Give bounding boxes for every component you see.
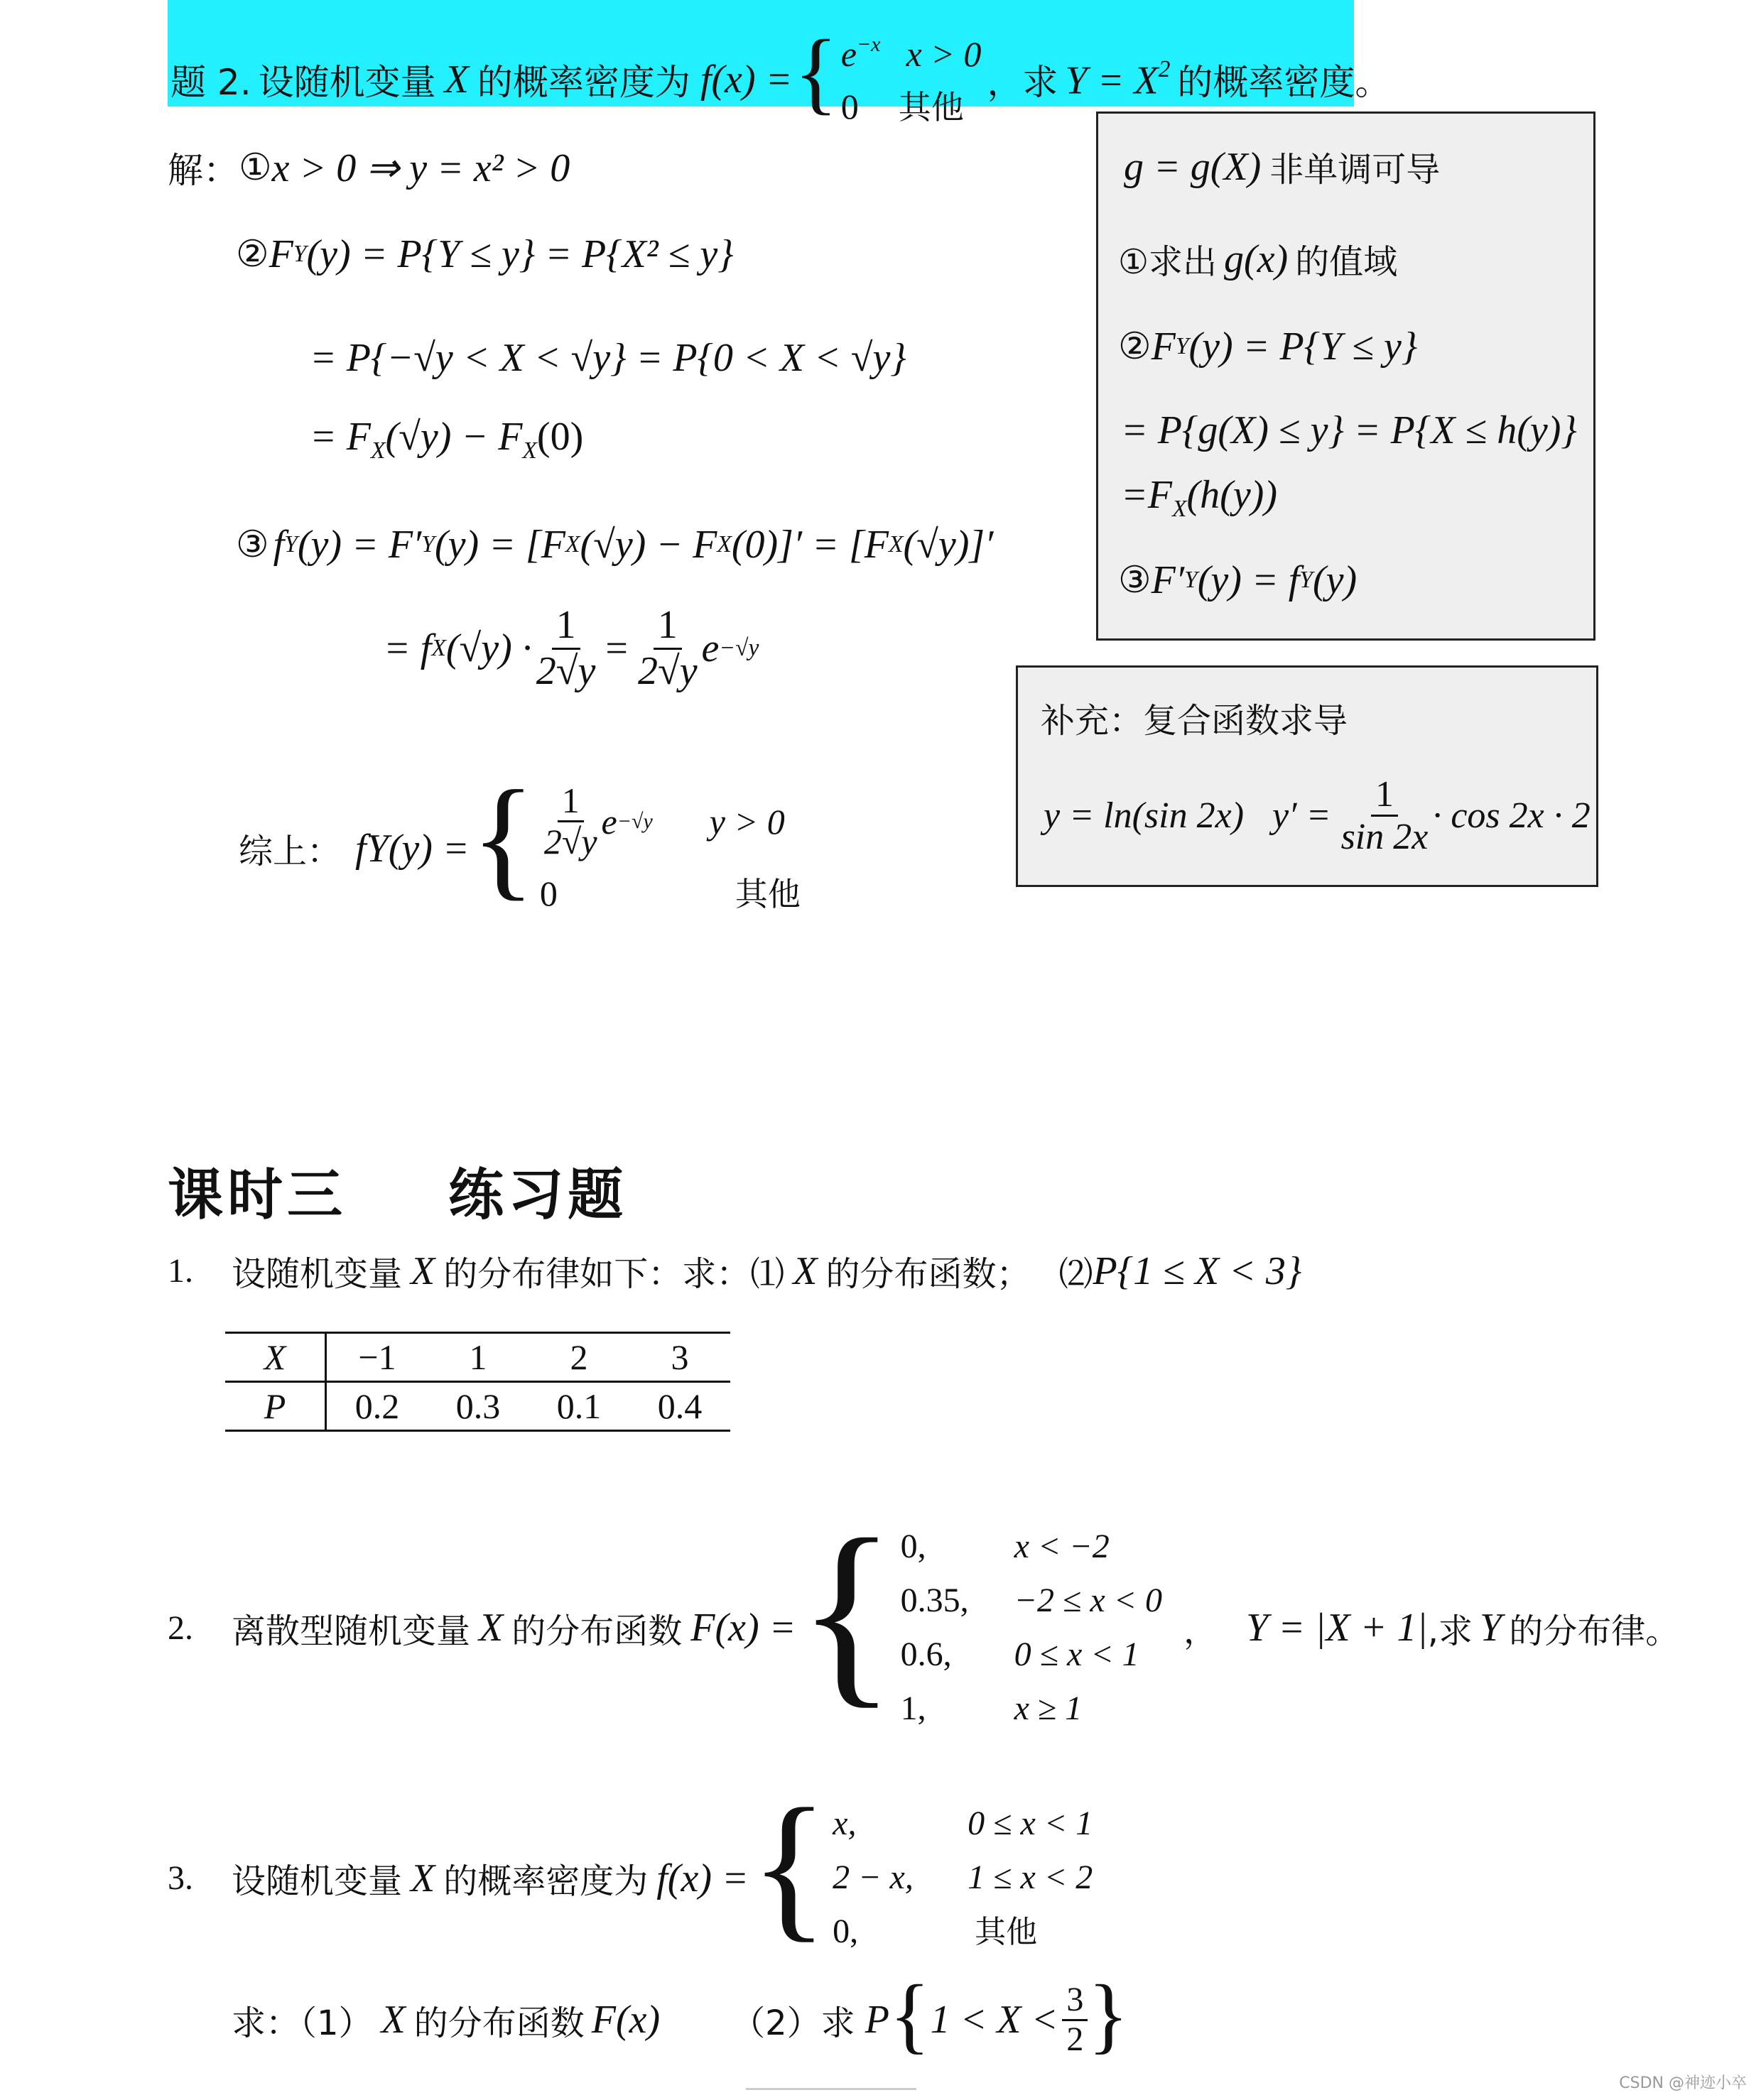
general-item-3: ③ F′ Y (y) = f Y (y) — [1118, 558, 1358, 602]
general-method-box — [1096, 111, 1595, 641]
step-3-marker: ③ — [236, 523, 269, 566]
step-2-line-2: = P{−√y < X < √y} = P{0 < X < √y} — [310, 336, 906, 380]
supplement-title: 补充：复合函数求导 — [1041, 701, 1348, 741]
general-item-2-line-3: $=F_X(h(y))$ — [1121, 473, 1277, 522]
solution-step-1 — [168, 142, 570, 193]
q2-case: 0.6, 0 ≤ x < 1 — [900, 1636, 1139, 1673]
q2-cases — [901, 1520, 1162, 1736]
section-title: 课时三 练习题 — [168, 1163, 628, 1227]
problem-text-d: 的概率密度。 — [1177, 62, 1391, 103]
q3-case: 2 − x, 1 ≤ x < 2 — [833, 1859, 1093, 1896]
q3-case: x, 0 ≤ x < 1 — [833, 1805, 1093, 1842]
table-cell: 3 — [629, 1333, 730, 1382]
question-2: 2. 离散型随机变量 X 的分布函数 F(x) = { 0, x < −2 0.35, −2 ≤ x < 0 0.6, 0 ≤ x < 1 1, x ≥ 1 ， Y = |X + 1| ,求 Y 的分布律。 — [168, 1520, 1679, 1736]
footer-divider — [746, 2088, 916, 2090]
summary-cases — [540, 781, 801, 915]
problem-text-a: 设随机变量 — [258, 62, 436, 103]
step-3-line-2: = f X (√y) · $\frac{1}{2√y}$ = $\frac{1}{2√y}$ e −√y — [384, 603, 759, 693]
problem-y-def: $Y = X^2$ — [1065, 55, 1171, 103]
step-2-marker: ② — [236, 233, 269, 276]
q3-case: 0, 其他 — [833, 1913, 1038, 1950]
table-cell: X — [225, 1333, 326, 1382]
problem-text-b: 的概率密度为 — [477, 62, 690, 103]
question-3: 3. 设随机变量 X 的概率密度为 f(x) = { x, 0 ≤ x < 1 2 − x, 1 ≤ x < 2 0, 其他 — [168, 1797, 1093, 1959]
problem-case-2: 0 其他 — [840, 87, 964, 126]
problem-label: 题 2. — [170, 62, 251, 103]
table-cell: 0.3 — [428, 1382, 529, 1431]
problem-var-x: X — [444, 58, 469, 102]
table-cell: P — [225, 1382, 326, 1431]
q3-number: 3. — [168, 1859, 193, 1897]
supplement-fraction: $\frac{1}{\sin 2x}$ — [1340, 774, 1429, 858]
step-1-marker: ① — [239, 146, 272, 189]
solution-step-3: ③ f Y (y) = F′ Y (y) = [F X (√y) − F X (0)]′ = [F X (√y)]′ — [236, 523, 994, 567]
supplement-formula: y = ln(sin 2x) y′ = $\frac{1}{\sin 2x}$ · cos 2x · 2 — [1044, 774, 1591, 858]
solution-summary: 综上： f Y (y) = { $\frac{1}{2√y}$ e −√y y > 0 0 其他 — [239, 781, 801, 915]
problem-cases — [841, 18, 982, 134]
step-3-fraction-2: $\frac{1}{2√y}$ — [637, 603, 698, 693]
general-title: g = g(X) 非单调可导 — [1124, 144, 1441, 190]
section-subtitle: 练习题 — [448, 1163, 628, 1227]
q2-brace: { — [797, 1497, 896, 1725]
table-row — [225, 1382, 730, 1431]
q2-case: 0, x < −2 — [900, 1528, 1110, 1565]
table-cell: 0.4 — [629, 1382, 730, 1431]
problem-fx: f(x) = — [700, 58, 793, 102]
q2-case: 0.35, −2 ≤ x < 0 — [900, 1582, 1163, 1619]
distribution-table — [225, 1332, 730, 1432]
problem-text-c: ，求 — [987, 62, 1058, 103]
q3-cases — [833, 1797, 1093, 1959]
question-3-ask: 求：（1） X 的分布函数 F(x) （2）求 P { 1 < X < $\frac{3}{2}$ } — [232, 1967, 1129, 2062]
question-1: 1. 设随机变量 X 的分布律如下：求：⑴ X 的分布函数； ⑵ P{1 ≤ X < 3} — [168, 1248, 1302, 1294]
general-item-1: ①求出 g(x) 的值域 — [1118, 236, 1398, 282]
step-2-line-3: = $F_X(√y) - F_X(0)$ — [310, 415, 584, 464]
footer-credit: CSDN @神迹小卒 — [1619, 2074, 1747, 2092]
q3-fraction: $\frac{3}{2}$ — [1062, 1981, 1088, 2059]
problem-case-1: $e^{-x}$ x > 0 — [840, 33, 982, 74]
q2-case: 1, x ≥ 1 — [900, 1690, 1083, 1727]
general-item-2: ② F Y (y) = P{Y ≤ y} — [1118, 325, 1418, 369]
q3-brace: { — [749, 1774, 829, 1956]
table-header-row — [225, 1333, 730, 1382]
step-3-fraction-1: $\frac{1}{2√y}$ — [536, 603, 596, 693]
table-cell: 0.2 — [326, 1382, 428, 1431]
step-1-math: x > 0 ⇒ y = x² > 0 — [271, 146, 570, 190]
problem-brace: { — [793, 21, 838, 124]
general-item-2-line-2: = P{g(X) ≤ y} = P{X ≤ h(y)} — [1121, 408, 1577, 452]
summary-case-2: 0 其他 — [539, 874, 801, 913]
table-cell: −1 — [326, 1333, 428, 1382]
q2-number: 2. — [168, 1609, 193, 1647]
table-cell: 0.1 — [529, 1382, 629, 1431]
q1-number: 1. — [168, 1252, 193, 1290]
summary-label: 综上： — [239, 832, 342, 871]
supplement-box — [1016, 665, 1598, 887]
summary-brace: { — [470, 763, 536, 913]
summary-case-1: $\frac{1}{2√y}$ e −√y y > 0 — [543, 780, 785, 861]
table-cell: 1 — [428, 1333, 529, 1382]
solution-step-2: ② F Y (y) = P{Y ≤ y} = P{X² ≤ y} — [236, 232, 734, 276]
table-cell: 2 — [529, 1333, 629, 1382]
solution-label: 解： — [168, 150, 239, 191]
